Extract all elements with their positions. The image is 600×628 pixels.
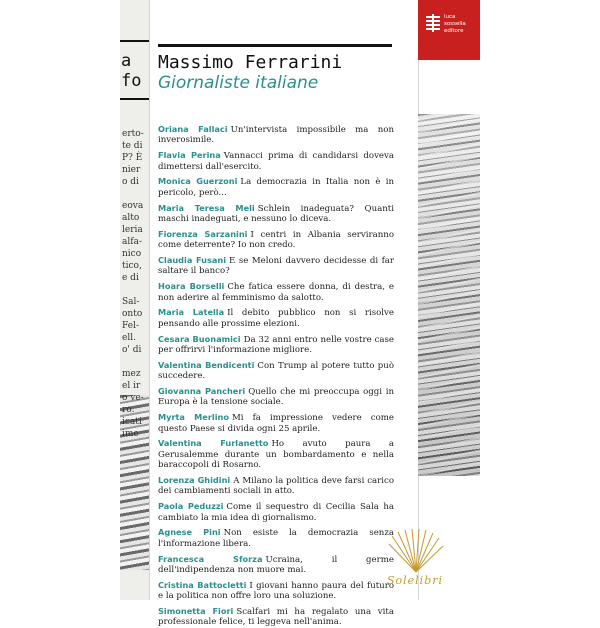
strip-rule [120, 98, 150, 100]
background-newspaper-strip [120, 0, 150, 600]
strip-text-fragment: erto- [122, 129, 144, 139]
strip-text-fragment: ime [122, 429, 139, 439]
journalist-name: Francesca Sforza [158, 553, 263, 564]
publisher-name-line: luca [444, 14, 456, 20]
journalist-name: Hoara Borselli [158, 281, 225, 292]
contents-entry [158, 412, 394, 434]
strip-text-fragment: el ir [122, 381, 141, 391]
strip-text-fragment: eova [122, 201, 144, 211]
newspaper-stack-photo [418, 114, 480, 476]
contents-entry [158, 176, 394, 198]
contents-entry [158, 360, 394, 382]
contents-entry [158, 124, 394, 146]
contents-entry [158, 150, 394, 172]
strip-text-fragment: o ve- [122, 393, 144, 403]
interview-headline: Il debito pubblico non si risolve pensando alle prossime elezioni. [158, 308, 394, 329]
publisher-mark-icon [426, 14, 440, 32]
journalist-name: Valentina Bendicenti [158, 359, 255, 370]
journalist-name: Lorenza Ghidini [158, 475, 231, 486]
interview-headline: Da 32 anni entro nelle vostre case per offrirvi l'informazione migliore. [158, 334, 394, 356]
contents-entry [158, 527, 394, 549]
publisher-name-line: editore [444, 28, 464, 34]
contents-entry [158, 255, 394, 277]
contents-entry [158, 203, 394, 225]
journalist-name: Claudia Fusani [158, 255, 227, 266]
series-name: Solelibri [386, 574, 444, 587]
strip-text-fragment: Sal- [122, 297, 140, 307]
interview-headline: Mi fa impressione vedere come questo Paese si divida ogni 25 aprile. [158, 413, 394, 434]
contents-entry [158, 334, 394, 356]
strip-text-fragment: o' di [122, 345, 142, 355]
strip-text-fragment: e di [122, 273, 139, 283]
contents-entry [158, 386, 394, 408]
journalist-name: Giovanna Pancheri [158, 386, 246, 397]
strip-text-fragment: alto [122, 213, 140, 223]
interview-headline: Schlein inadeguata? Quanti maschi inadeguati, e nessuno lo diceva. [158, 203, 394, 225]
contents-entry [158, 281, 394, 303]
author-name: Massimo Ferrarini [158, 52, 343, 73]
contents-entry [158, 606, 394, 628]
publisher-name [444, 14, 478, 35]
strip-text-fragment: Fel- [122, 321, 139, 331]
contents-entry [158, 554, 394, 576]
contents-entry [158, 229, 394, 251]
contents-entry [158, 501, 394, 523]
strip-rule [120, 40, 150, 42]
page-margin-left [0, 0, 120, 600]
journalist-name: Fiorenza Sarzanini [158, 228, 248, 239]
strip-text-fragment: icati [122, 417, 142, 427]
journalist-name: Maria Latella [158, 307, 225, 318]
journalist-name: Simonetta Fiori [158, 606, 234, 617]
journalist-name: Cristina Battocletti [158, 579, 247, 590]
book-title: Giornaliste italiane [158, 73, 319, 93]
strip-text-fragment: alfa- [122, 237, 142, 247]
contents-entry [158, 438, 394, 470]
strip-headline-line: fo [121, 71, 142, 91]
contents-entry [158, 475, 394, 497]
interview-headline: I centri in Albania serviranno come deterrente? Io non credo. [158, 229, 394, 251]
interview-headline: A Milano la politica deve farsi carico dei cambiamenti sociali in atto. [158, 476, 394, 497]
page-margin-right [480, 0, 600, 600]
strip-text-fragment: P? È [122, 153, 143, 163]
strip-headline-line: a [121, 51, 132, 71]
strip-text-fragment: onto [122, 309, 143, 319]
journalist-name: Cesara Buonamici [158, 333, 241, 344]
journalist-name: Valentina Furlanetto [158, 438, 269, 449]
interview-headline: I giovani hanno paura del futuro e la politica non offre loro una soluzione. [158, 580, 394, 602]
journalist-name: Paola Peduzzi [158, 501, 224, 512]
top-rule [158, 44, 392, 47]
interview-headline: Che fatica essere donna, di destra, e non aderire al femminismo da salotto. [158, 282, 394, 303]
journalist-name: Oriana Fallaci [158, 124, 228, 134]
journalist-name: Agnese Pini [158, 527, 221, 538]
journalist-name: Monica Guerzoni [158, 176, 238, 187]
contents-entry [158, 580, 394, 602]
interview-headline: Ho avuto paura a Gerusalemme durante un bombardamento e nella baraccopoli di Rosarno. [158, 439, 394, 471]
interview-headline: Ucraina, il germe dell'indipendenza non muore mai. [158, 554, 394, 576]
strip-text-fragment: ro. [122, 405, 135, 415]
interview-headline: E se Meloni davvero decidesse di far saltare il banco? [158, 256, 394, 277]
interview-headline: Con Trump al potere tutto può succedere. [158, 360, 394, 382]
interview-headline: Non esiste la democrazia senza l'informazione libera. [158, 528, 394, 549]
interview-headline: La democrazia in Italia non è in pericolo, però... [158, 177, 395, 198]
strip-text-fragment: tico, [122, 261, 142, 271]
interview-headline: Come il sequestro di Cecilia Sala ha cambiato la mia idea di giornalismo. [158, 502, 394, 523]
strip-text-fragment: leria [122, 225, 143, 235]
journalist-name: Maria Teresa Meli [158, 202, 255, 213]
publisher-name-line: sossella [444, 21, 466, 27]
strip-text-fragment: ell. [122, 333, 136, 343]
contents-list [158, 124, 395, 628]
interview-headline: Vannacci prima di candidarsi doveva dimettersi dall'esercito. [158, 151, 394, 172]
interview-headline: Un'intervista impossibile ma non inverosimile. [158, 125, 394, 146]
strip-text-fragment: mez [122, 369, 141, 379]
interview-headline: Scalfari mi ha regalato una vita professionale felice, ti leggeva nell'anima. [158, 607, 394, 628]
journalist-name: Flavia Perina [158, 150, 221, 161]
journalist-name: Myrta Merlino [158, 412, 229, 423]
strip-text-fragment: nier [122, 165, 141, 175]
strip-text-fragment: te di [122, 141, 143, 151]
interview-headline: Quello che mi preoccupa oggi in Europa è la tensione sociale. [158, 387, 394, 408]
strip-text-fragment: o di [122, 177, 139, 187]
contents-entry [158, 307, 394, 329]
strip-text-fragment: nico [122, 249, 142, 259]
publisher-logo [418, 0, 480, 60]
photo-shade [418, 114, 480, 476]
